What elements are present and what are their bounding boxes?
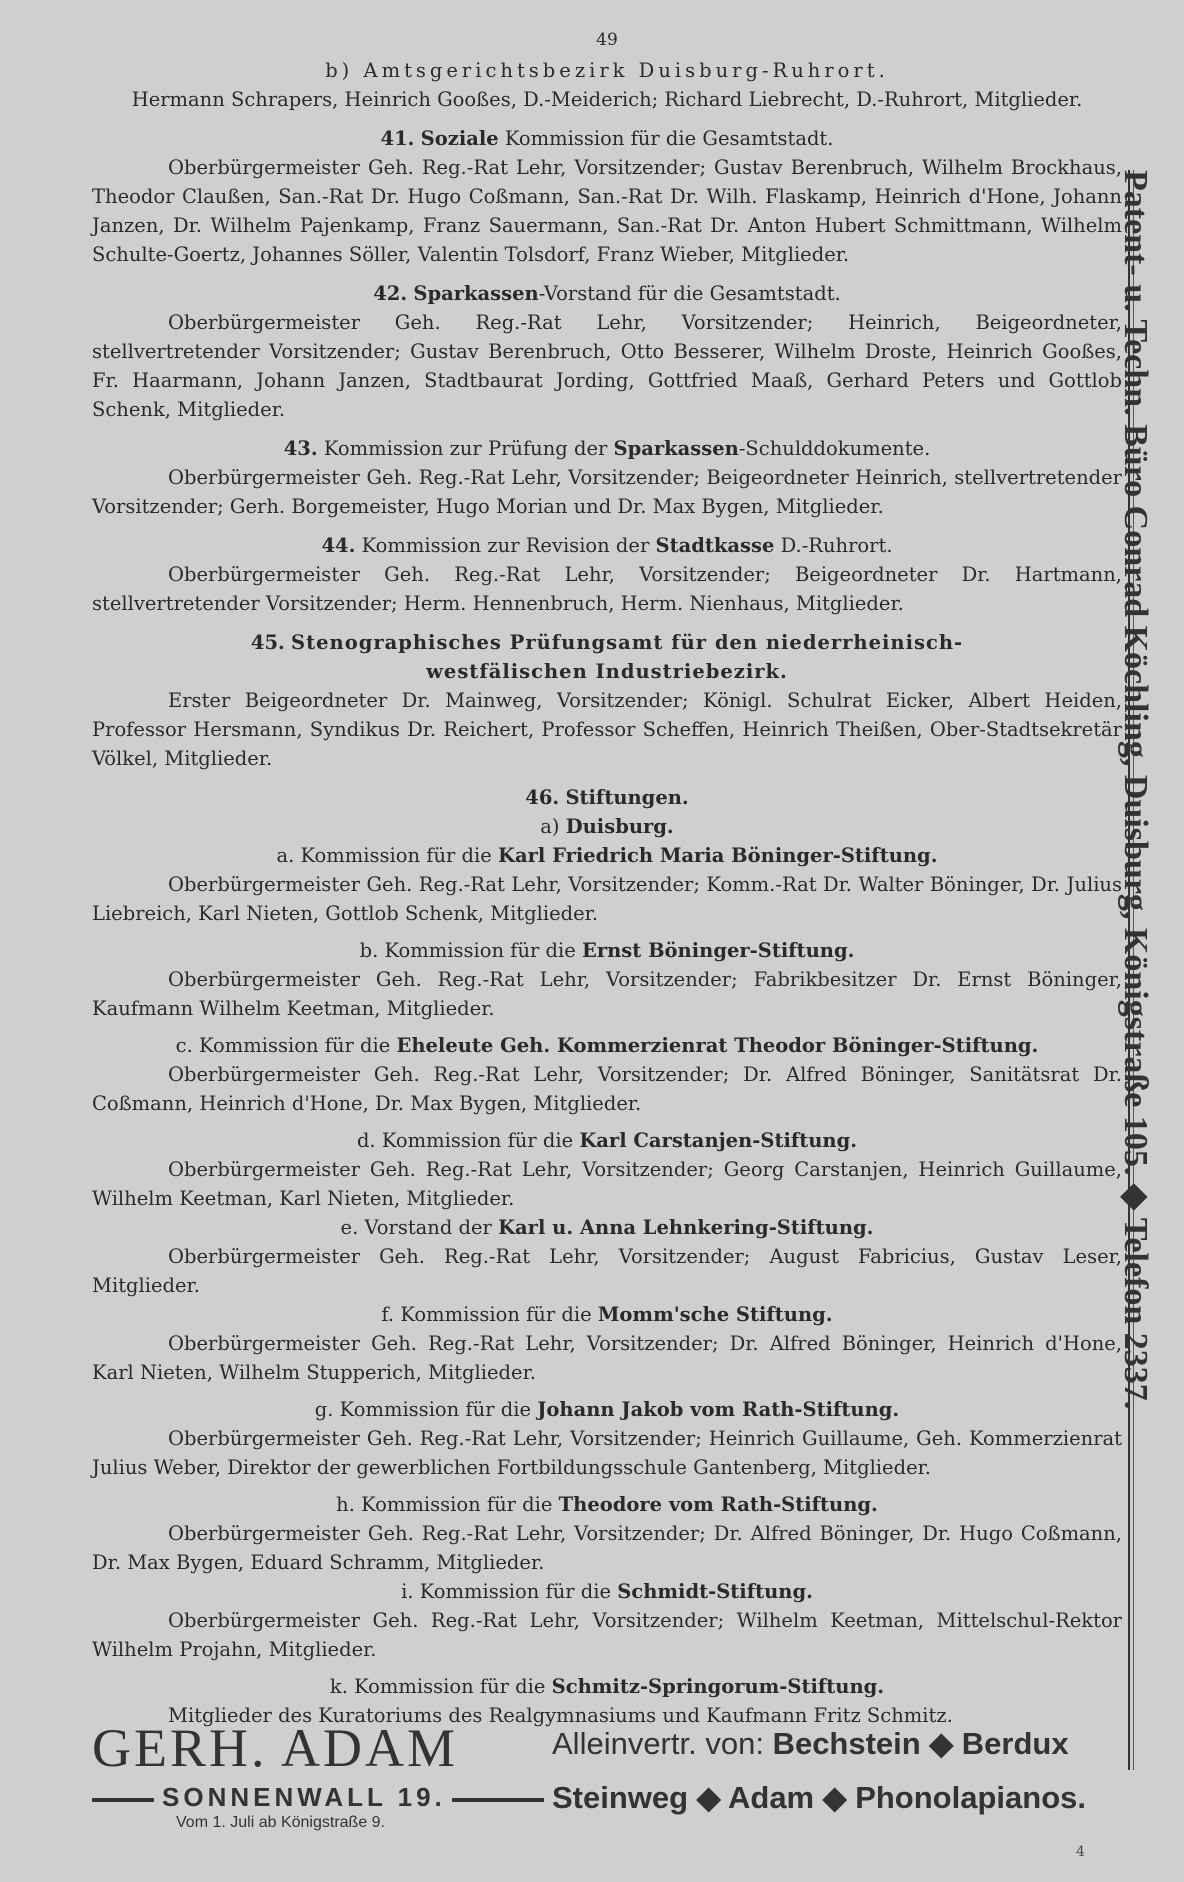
section-title-rest: Kommission für die Gesamtstadt. [504,127,834,150]
section-45-heading [92,628,1122,686]
stiftung-heading [92,1213,1122,1242]
section-41-heading [92,124,1122,153]
stiftung-heading-pre: d. Kommission für die [356,1129,574,1152]
stiftung-heading [92,1031,1122,1060]
section-44-heading [92,531,1122,560]
ad-rule-left [92,1798,154,1802]
ad-street: SONNENWALL 19. [162,1782,446,1812]
stiftung-heading-pre: e. Vorstand der [340,1216,492,1239]
section-45-text: Erster Beigeordneter Dr. Mainweg, Vorsitzender; Königl. Schulrat Eicker, Albert Heiden, Professor Hersmann, Syndikus Dr. Reichert, Professor Scheffen, Heinrich Theißen, Ober-Stadtsekretär Völkel, Mitglieder. [92,689,1122,770]
stiftung-heading [92,1395,1122,1424]
section-43-text: Oberbürgermeister Geh. Reg.-Rat Lehr, Vorsitzender; Beigeordneter Heinrich, stellvertretender Vorsitzender; Gerh. Borgemeister, Hugo Morian und Dr. Max Bygen, Mitglieder. [92,466,1122,518]
section-title-bold: Stenographisches Prüfungsamt für den niederrheinisch-westfälischen Industriebezirk. [291,631,964,683]
stiftung-heading-pre: k. Kommission für die [329,1675,546,1698]
stiftung-text: Oberbürgermeister Geh. Reg.-Rat Lehr, Vorsitzender; Wilhelm Keetman, Mittelschul-Rektor Wilhelm Projahn, Mitglieder. [92,1609,1122,1661]
stiftung-heading-pre: a. Kommission für die [276,844,492,867]
document-body [92,30,1122,1730]
section-44-text: Oberbürgermeister Geh. Reg.-Rat Lehr, Vorsitzender; Beigeordneter Dr. Hartmann, stellvertretender Vorsitzender; Herm. Hennenbruch, Herm. Nienhaus, Mitglieder. [92,563,1122,615]
stiftung-heading-pre: f. Kommission für die [381,1303,592,1326]
ad-line-1-brands: Bechstein ◆ Berdux [772,1726,1069,1761]
section-number: 46. [525,786,560,809]
stiftungen-subtitle [92,812,1122,841]
section-title-bold: Sparkassen [413,282,539,305]
side-banner: Patent- u. Techn. Büro Conrad Köchling, Duisburg, Königstraße 105. ◆ Telefon 2337. [1117,170,1154,1410]
stiftung-text: Oberbürgermeister Geh. Reg.-Rat Lehr, Vorsitzender; Georg Carstanjen, Heinrich Guillaume, Wilhelm Keetman, Karl Nieten, Mitglieder. [92,1158,1122,1210]
section-title-rest: -Schulddokumente. [738,437,931,460]
section-number: 42. [373,282,408,305]
stiftung-heading [92,1577,1122,1606]
ad-company-name: GERH. ADAM [92,1718,459,1778]
section-41-text: Oberbürgermeister Geh. Reg.-Rat Lehr, Vorsitzender; Gustav Berenbruch, Wilhelm Brockhaus, Theodor Claußen, San.-Rat Dr. Hugo Coßmann, San.-Rat Dr. Wilh. Flaskamp, Heinrich d'Hone, Johann Janzen, Dr. Wilhelm Pajenkamp, Franz Sauermann, San.-Rat Dr. Anton Hubert Schmittmann, Wilhelm Schulte-Goertz, Johannes Söller, Valentin Tolsdorf, Franz Wieber, Mitglieder. [92,156,1122,266]
section-title-rest: -Vorstand für die Gesamtstadt. [538,282,841,305]
stiftung-heading [92,1490,1122,1519]
stiftung-text: Oberbürgermeister Geh. Reg.-Rat Lehr, Vorsitzender; Dr. Alfred Böninger, Dr. Hugo Coßmann, Dr. Max Bygen, Eduard Schramm, Mitglieder. [92,1522,1122,1574]
stiftung-text: Oberbürgermeister Geh. Reg.-Rat Lehr, Vorsitzender; August Fabricius, Gustav Leser, Mitglieder. [92,1245,1122,1297]
section-number: 43. [283,437,318,460]
page-number: 49 [596,30,618,50]
stiftung-text: Mitglieder des Kuratoriums des Realgymnasiums und Kaufmann Fritz Schmitz. [168,1704,953,1727]
ad-line-1-prefix: Alleinvertr. von: [552,1726,764,1761]
stiftung-heading-name: Momm'sche Stiftung. [597,1303,833,1326]
stiftung-heading [92,1672,1122,1701]
stiftung-heading-name: Ernst Böninger-Stiftung. [581,939,855,962]
stiftung-heading-name: Karl Friedrich Maria Böninger-Stiftung. [498,844,938,867]
section-43-heading [92,434,1122,463]
stiftung-text: Oberbürgermeister Geh. Reg.-Rat Lehr, Vorsitzender; Komm.-Rat Dr. Walter Böninger, Dr. Julius Liebreich, Karl Nieten, Gottlob Schenk, Mitglieder. [92,873,1122,925]
section-title-bold: Soziale [420,127,499,150]
ad-line-1 [552,1726,1069,1762]
subtitle-text: Duisburg. [565,815,674,838]
stiftung-text: Oberbürgermeister Geh. Reg.-Rat Lehr, Vorsitzender; Dr. Alfred Böninger, Sanitätsrat Dr. Coßmann, Heinrich d'Hone, Dr. Max Bygen, Mitglieder. [92,1063,1122,1115]
section-title-bold: Stiftungen. [565,786,689,809]
stiftung-heading-pre: b. Kommission für die [359,939,576,962]
stiftung-heading [92,1126,1122,1155]
section-title-pre: Kommission zur Prüfung der [323,437,608,460]
stiftung-heading-pre: i. Kommission für die [401,1580,612,1603]
section-title-rest: D.-Ruhrort. [780,534,893,557]
section-42-text: Oberbürgermeister Geh. Reg.-Rat Lehr, Vorsitzender; Heinrich, Beigeordneter, stellvertretender Vorsitzender; Gustav Berenbruch, Otto Besserer, Wilhelm Droste, Heinrich Gooßes, Fr. Haarmann, Johann Janzen, Stadtbaurat Jording, Gottfried Maaß, Gerhard Peters und Gottlob Schenk, Mitglieder. [92,311,1122,421]
stiftung-heading-name: Theodore vom Rath-Stiftung. [558,1493,878,1516]
stiftung-heading-name: Karl Carstanjen-Stiftung. [579,1129,858,1152]
subtitle-prefix: a) [540,815,560,838]
section-title-bold: Stadtkasse [655,534,775,557]
section-46-heading [92,783,1122,812]
district-heading: b) Amtsgerichtsbezirk Duisburg-Ruhrort. [325,59,889,82]
district-members: Hermann Schrapers, Heinrich Gooßes, D.-Meiderich; Richard Liebrecht, D.-Ruhrort, Mitglieder. [131,88,1083,111]
stiftung-heading-pre: h. Kommission für die [336,1493,553,1516]
section-number: 41. [380,127,415,150]
stiftung-heading-pre: g. Kommission für die [314,1398,531,1421]
ad-line-2: Steinweg ◆ Adam ◆ Phonolapianos. [552,1780,1086,1815]
stiftung-heading [92,841,1122,870]
stiftung-heading-name: Schmitz-Springorum-Stiftung. [551,1675,885,1698]
stiftung-text: Oberbürgermeister Geh. Reg.-Rat Lehr, Vorsitzender; Dr. Alfred Böninger, Heinrich d'Hone, Karl Nieten, Wilhelm Stupperich, Mitglieder. [92,1332,1122,1384]
section-title-pre: Kommission zur Revision der [361,534,650,557]
stiftung-heading [92,936,1122,965]
stiftung-list [92,841,1122,1730]
advertisement [92,1718,1122,1831]
ad-note: Vom 1. Juli ab Königstraße 9. [176,1814,385,1831]
stiftung-heading-name: Karl u. Anna Lehnkering-Stiftung. [498,1216,874,1239]
stiftung-heading-name: Schmidt-Stiftung. [617,1580,813,1603]
stiftung-text: Oberbürgermeister Geh. Reg.-Rat Lehr, Vorsitzender; Fabrikbesitzer Dr. Ernst Böninger, Kaufmann Wilhelm Keetman, Mitglieder. [92,968,1122,1020]
section-number: 44. [321,534,356,557]
section-title-bold: Sparkassen [613,437,739,460]
stiftung-heading-pre: c. Kommission für die [175,1034,391,1057]
stiftung-text: Oberbürgermeister Geh. Reg.-Rat Lehr, Vorsitzender; Heinrich Guillaume, Geh. Kommerzienrat Julius Weber, Direktor der gewerblichen Fortbildungsschule Gantenberg, Mitglieder. [92,1427,1122,1479]
section-number: 45. [250,631,285,654]
stiftung-heading [92,1300,1122,1329]
stiftung-heading-name: Eheleute Geh. Kommerzienrat Theodor Böninger-Stiftung. [396,1034,1039,1057]
corner-mark: 4 [1076,1844,1085,1860]
stiftung-heading-name: Johann Jakob vom Rath-Stiftung. [537,1398,900,1421]
ad-rule-right [452,1798,544,1802]
section-42-heading [92,279,1122,308]
